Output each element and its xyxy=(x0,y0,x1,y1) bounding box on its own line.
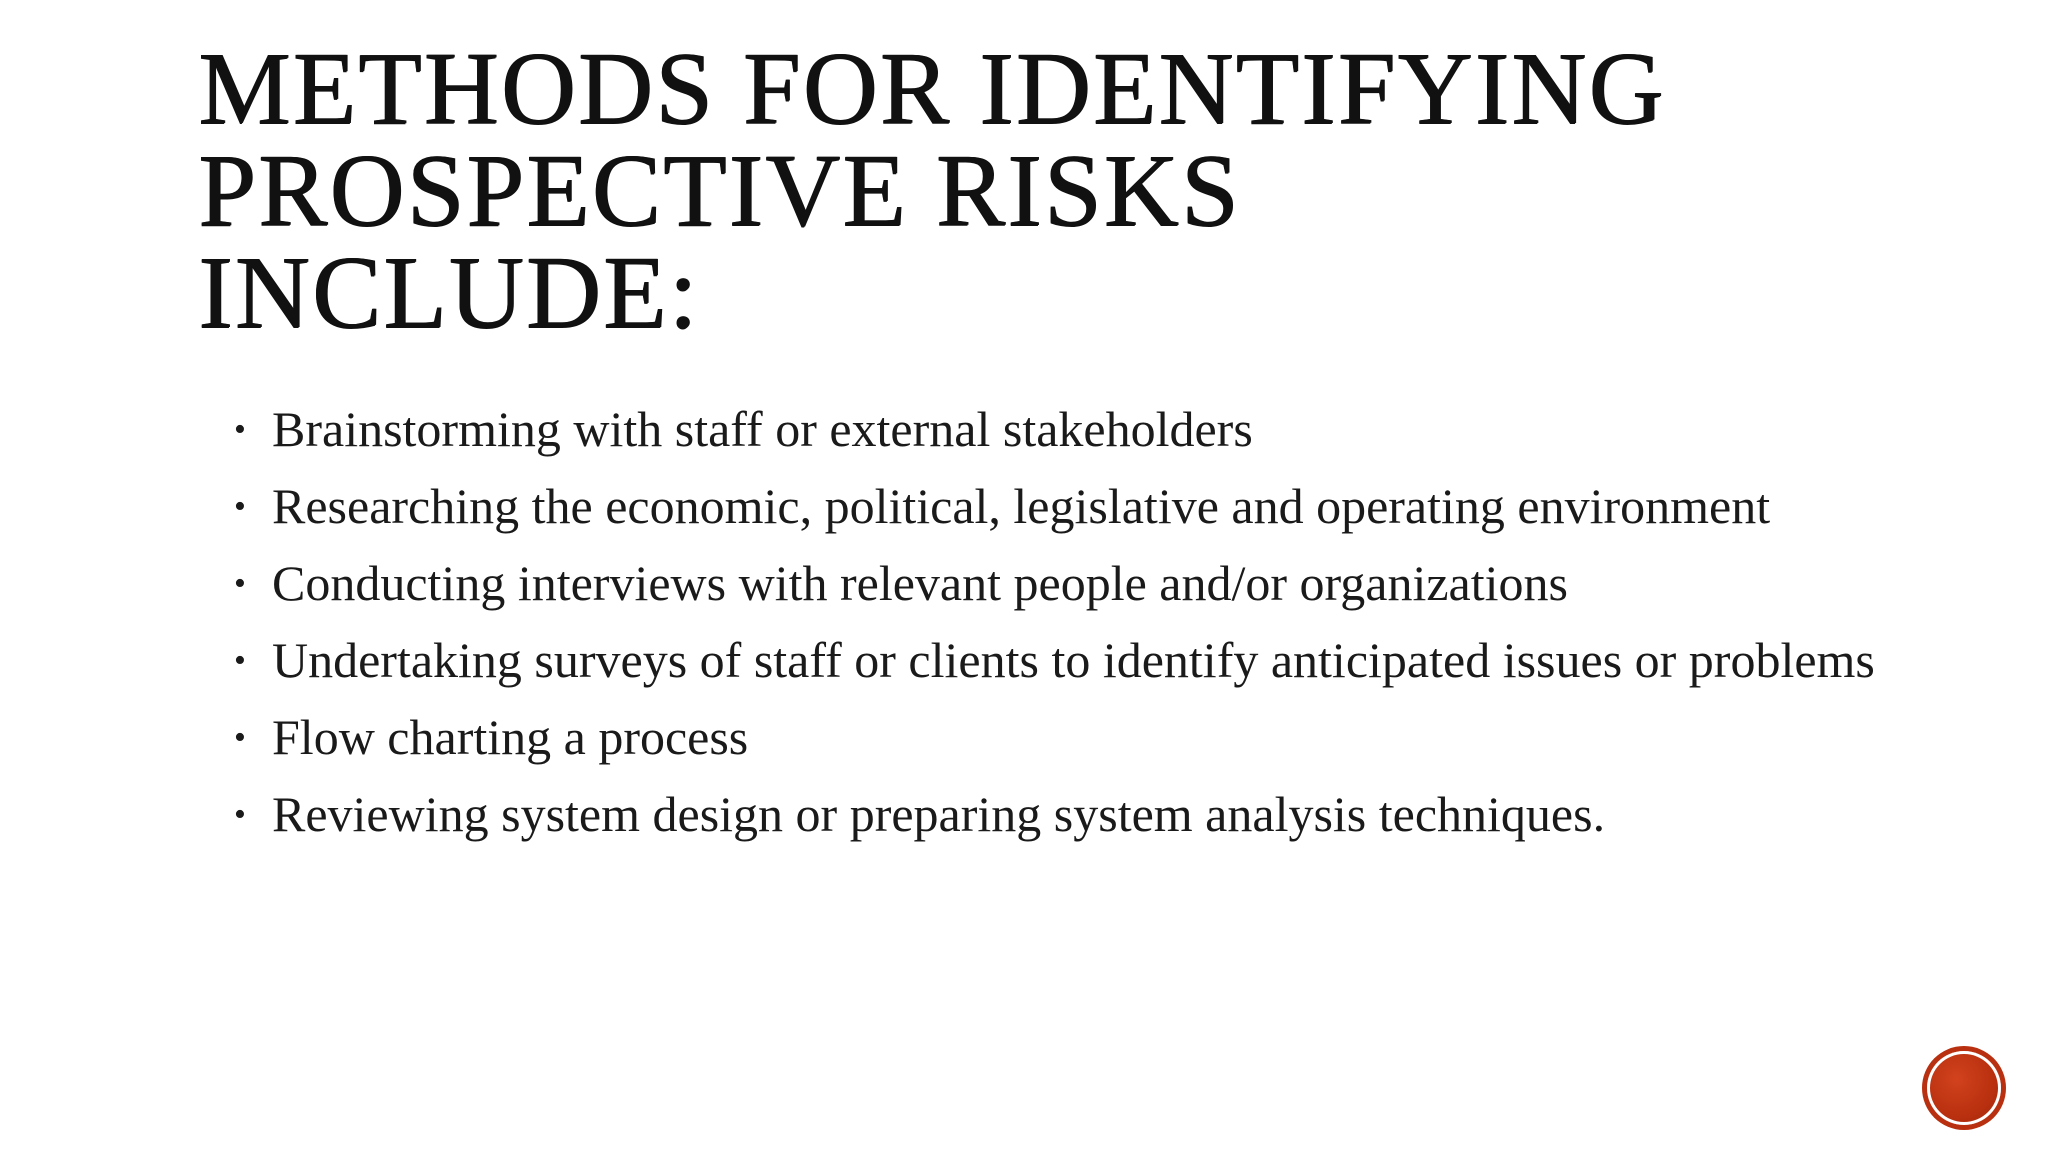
bullet-icon: • xyxy=(234,719,246,756)
bullet-text: Undertaking surveys of staff or clients to identify anticipated issues or problems xyxy=(272,632,1875,688)
bullet-item xyxy=(228,632,1888,688)
bullet-item xyxy=(228,709,1888,765)
bullet-text: Flow charting a process xyxy=(272,709,749,765)
bullet-icon: • xyxy=(234,411,246,448)
bullet-item xyxy=(228,401,1888,457)
title-line-1: METHODS FOR IDENTIFYING xyxy=(198,31,1666,146)
bullet-icon: • xyxy=(234,796,246,833)
bullet-text: Researching the economic, political, legislative and operating environment xyxy=(272,478,1771,534)
bullet-icon: • xyxy=(234,488,246,525)
title-line-3: INCLUDE: xyxy=(198,235,700,350)
bullet-item xyxy=(228,478,1888,534)
bullet-item xyxy=(228,555,1888,611)
bullet-icon: • xyxy=(234,565,246,602)
bullet-list xyxy=(228,401,1888,866)
next-slide-circle-icon[interactable] xyxy=(1927,1051,2001,1125)
bullet-text: Reviewing system design or preparing system analysis techniques. xyxy=(272,786,1606,842)
bullet-item xyxy=(228,786,1888,842)
bullet-icon: • xyxy=(234,642,246,679)
bullet-text: Brainstorming with staff or external stakeholders xyxy=(272,401,1253,457)
slide-title xyxy=(198,31,1898,350)
title-line-2: PROSPECTIVE RISKS xyxy=(198,133,1241,248)
bullet-text: Conducting interviews with relevant people and/or organizations xyxy=(272,555,1568,611)
